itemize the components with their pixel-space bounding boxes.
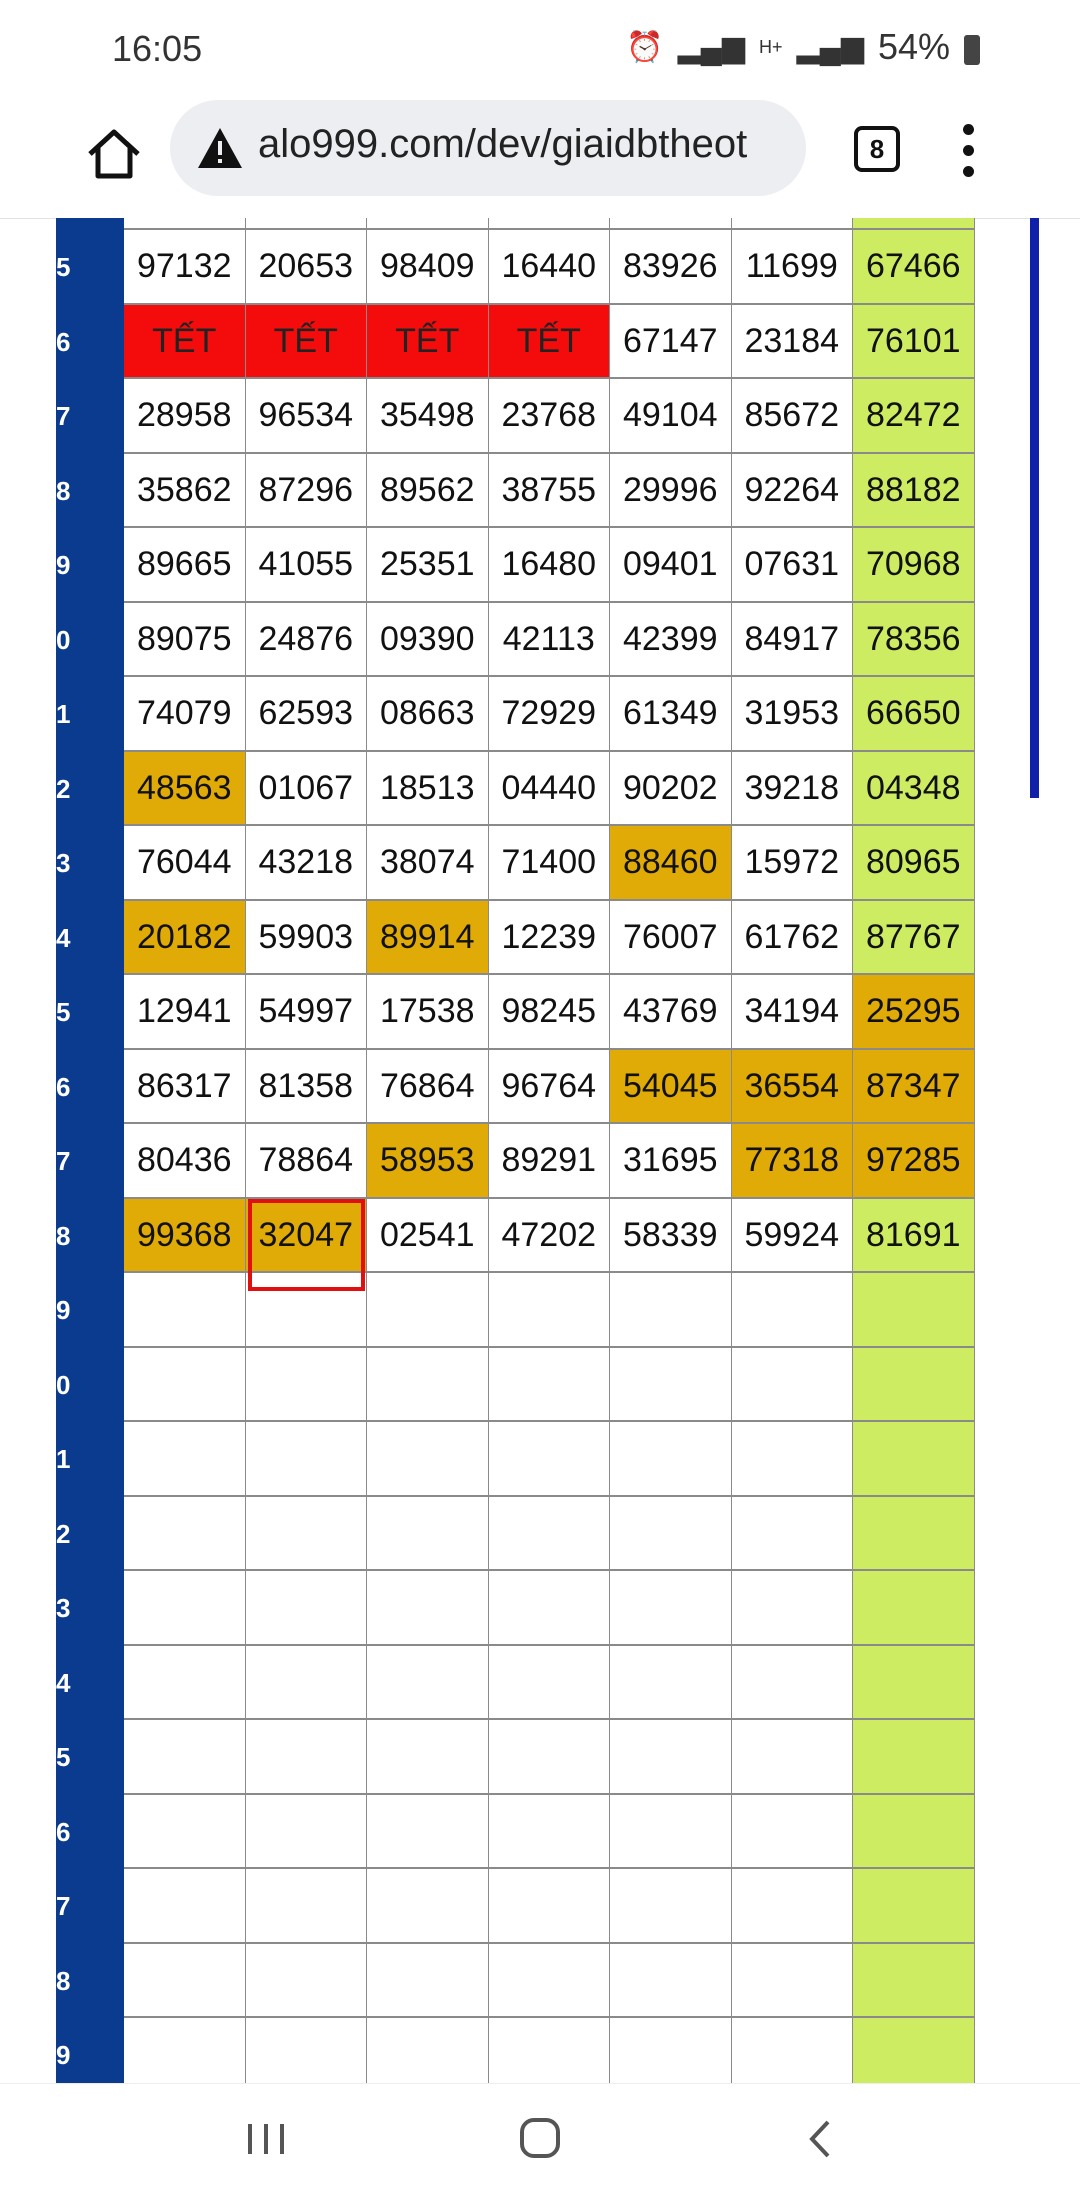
- table-cell[interactable]: 29996: [610, 454, 732, 529]
- table-cell[interactable]: [124, 1944, 246, 2019]
- warning-icon[interactable]: [196, 124, 244, 172]
- table-cell[interactable]: 32047: [246, 1199, 368, 1274]
- battery-icon: [964, 35, 980, 65]
- table-cell[interactable]: 89562: [367, 454, 489, 529]
- row-label: 1: [56, 699, 71, 729]
- table-cell[interactable]: 89665: [124, 528, 246, 603]
- table-cell[interactable]: 20653: [246, 230, 368, 305]
- table-cell[interactable]: 41055: [246, 528, 368, 603]
- table-cell[interactable]: 98245: [489, 975, 611, 1050]
- table-cell[interactable]: 54997: [246, 975, 368, 1050]
- table-cell[interactable]: [610, 1795, 732, 1870]
- table-cell[interactable]: [124, 1869, 246, 1944]
- table-cell[interactable]: 98409: [367, 230, 489, 305]
- table-cell[interactable]: 04440: [489, 752, 611, 827]
- table-cell[interactable]: 08663: [367, 677, 489, 752]
- table-cell[interactable]: [124, 1795, 246, 1870]
- table-cell[interactable]: 89914: [367, 901, 489, 976]
- table-cell[interactable]: [124, 1720, 246, 1795]
- table-cell-partial: [367, 218, 489, 230]
- table-cell[interactable]: [367, 2018, 489, 2083]
- table-cell[interactable]: 84917: [732, 603, 854, 678]
- url-text: alo999.com/dev/giaidbtheot: [258, 122, 748, 166]
- table-cell[interactable]: [124, 1571, 246, 1646]
- table-cell[interactable]: 61762: [732, 901, 854, 976]
- table-cell[interactable]: 48563: [124, 752, 246, 827]
- table-cell[interactable]: [610, 1571, 732, 1646]
- table-cell[interactable]: 90202: [610, 752, 732, 827]
- table-cell[interactable]: 96764: [489, 1050, 611, 1125]
- table-cell[interactable]: [367, 1348, 489, 1423]
- table-cell[interactable]: 62593: [246, 677, 368, 752]
- row-label: 6: [56, 1071, 71, 1102]
- table-cell[interactable]: [853, 1720, 975, 1795]
- row-label: 9: [56, 550, 71, 580]
- row-label: 2: [56, 773, 71, 804]
- table-cell[interactable]: [489, 1869, 611, 1944]
- table-cell[interactable]: 25351: [367, 528, 489, 603]
- table-cell[interactable]: 76864: [367, 1050, 489, 1125]
- table-cell[interactable]: [732, 2018, 854, 2083]
- table-cell[interactable]: 43218: [246, 826, 368, 901]
- table-cell[interactable]: [489, 1273, 611, 1348]
- table-cell[interactable]: 28958: [124, 379, 246, 454]
- table-cell[interactable]: 82472: [853, 379, 975, 454]
- table-cell[interactable]: [124, 1273, 246, 1348]
- table-cell[interactable]: [246, 1720, 368, 1795]
- table-cell[interactable]: [732, 1944, 854, 2019]
- table-cell[interactable]: 36554: [732, 1050, 854, 1125]
- table-cell[interactable]: 01067: [246, 752, 368, 827]
- row-label: 4: [56, 1667, 71, 1698]
- more-menu-icon[interactable]: [960, 124, 976, 184]
- table-cell[interactable]: [732, 1646, 854, 1721]
- table-cell[interactable]: [610, 1422, 732, 1497]
- table-cell[interactable]: [124, 1422, 246, 1497]
- row-label: 0: [56, 1369, 71, 1400]
- table-cell-partial: [489, 218, 611, 230]
- status-time: 16:05: [112, 28, 203, 69]
- table-cell[interactable]: 07631: [732, 528, 854, 603]
- table-cell[interactable]: [489, 2018, 611, 2083]
- table-cell[interactable]: 35498: [367, 379, 489, 454]
- table-cell[interactable]: [489, 1795, 611, 1870]
- tab-switcher-button[interactable]: 8: [854, 126, 900, 172]
- table-cell[interactable]: 34194: [732, 975, 854, 1050]
- table-cell[interactable]: 70968: [853, 528, 975, 603]
- row-label: 0: [56, 624, 71, 655]
- table-cell[interactable]: 09390: [367, 603, 489, 678]
- table-cell[interactable]: 67147: [610, 305, 732, 380]
- row-header-column: [56, 218, 124, 2083]
- table-cell[interactable]: [246, 1273, 368, 1348]
- table-cell[interactable]: [853, 1944, 975, 2019]
- status-icons: [626, 26, 980, 68]
- table-cell[interactable]: 49104: [610, 379, 732, 454]
- row-label: 2: [56, 1518, 71, 1549]
- table-cell[interactable]: 54045: [610, 1050, 732, 1125]
- table-cell[interactable]: 47202: [489, 1199, 611, 1274]
- table-cell[interactable]: 87296: [246, 454, 368, 529]
- table-cell[interactable]: 12941: [124, 975, 246, 1050]
- table-cell[interactable]: [610, 1497, 732, 1572]
- table-cell[interactable]: [732, 1869, 854, 1944]
- table-cell[interactable]: 88182: [853, 454, 975, 529]
- table-cell[interactable]: [246, 1869, 368, 1944]
- row-label: 7: [56, 401, 71, 431]
- table-cell[interactable]: [124, 1497, 246, 1572]
- table-cell[interactable]: [246, 2018, 368, 2083]
- table-cell[interactable]: [489, 1571, 611, 1646]
- table-cell[interactable]: 43769: [610, 975, 732, 1050]
- table-cell[interactable]: 61349: [610, 677, 732, 752]
- table-cell[interactable]: [853, 1646, 975, 1721]
- table-cell[interactable]: [732, 1497, 854, 1572]
- table-cell[interactable]: [489, 1944, 611, 2019]
- table-cell[interactable]: [367, 1795, 489, 1870]
- table-cell[interactable]: 31695: [610, 1124, 732, 1199]
- table-cell[interactable]: [246, 1348, 368, 1423]
- table-cell[interactable]: 76101: [853, 305, 975, 380]
- table-cell[interactable]: [853, 2018, 975, 2083]
- table-cell[interactable]: [246, 1646, 368, 1721]
- table-cell-partial: [246, 218, 368, 230]
- table-cell[interactable]: 92264: [732, 454, 854, 529]
- signal-icon: ▂▄▆: [677, 30, 746, 64]
- table-cell[interactable]: 17538: [367, 975, 489, 1050]
- row-label: 1: [56, 1444, 71, 1474]
- table-cell[interactable]: [124, 1348, 246, 1423]
- table-cell[interactable]: 35862: [124, 454, 246, 529]
- table-cell[interactable]: [367, 1273, 489, 1348]
- table-cell[interactable]: 97132: [124, 230, 246, 305]
- table-cell[interactable]: 02541: [367, 1199, 489, 1274]
- table-cell[interactable]: [853, 1422, 975, 1497]
- table-cell[interactable]: 77318: [732, 1124, 854, 1199]
- battery-percent: 54%: [877, 26, 950, 67]
- home-button-icon[interactable]: [510, 2114, 570, 2164]
- results-table: [56, 218, 1036, 2083]
- table-cell[interactable]: [732, 1273, 854, 1348]
- table-cell[interactable]: [732, 1422, 854, 1497]
- table-cell[interactable]: [367, 1944, 489, 2019]
- table-cell[interactable]: [246, 1795, 368, 1870]
- table-cell-partial: [853, 218, 975, 230]
- alarm-icon: ⏰: [626, 30, 664, 64]
- table-cell[interactable]: 38074: [367, 826, 489, 901]
- scroll-indicator[interactable]: [1030, 218, 1039, 798]
- table-cell[interactable]: 58953: [367, 1124, 489, 1199]
- table-cell[interactable]: TẾT: [124, 305, 246, 380]
- table-cell[interactable]: [853, 1497, 975, 1572]
- table-cell[interactable]: 58339: [610, 1199, 732, 1274]
- table-cell[interactable]: 81691: [853, 1199, 975, 1274]
- table-cell[interactable]: [732, 1720, 854, 1795]
- table-cell[interactable]: TẾT: [489, 305, 611, 380]
- table-cell[interactable]: [367, 1422, 489, 1497]
- table-cell[interactable]: [610, 1944, 732, 2019]
- table-cell[interactable]: 16480: [489, 528, 611, 603]
- row-label: 6: [56, 1816, 71, 1847]
- table-cell[interactable]: [124, 1646, 246, 1721]
- table-cell[interactable]: 89291: [489, 1124, 611, 1199]
- table-cell[interactable]: 89075: [124, 603, 246, 678]
- table-cell[interactable]: [246, 1497, 368, 1572]
- table-cell[interactable]: [246, 1422, 368, 1497]
- table-cell[interactable]: 97285: [853, 1124, 975, 1199]
- table-cell[interactable]: 09401: [610, 528, 732, 603]
- table-cell[interactable]: 11699: [732, 230, 854, 305]
- row-label: 5: [56, 997, 71, 1027]
- signal-icon-2: ▂▄▆: [796, 30, 864, 64]
- table-cell[interactable]: [610, 1720, 732, 1795]
- row-label: 9: [56, 2040, 71, 2070]
- table-cell[interactable]: 96534: [246, 379, 368, 454]
- table-cell[interactable]: 23184: [732, 305, 854, 380]
- table-cell[interactable]: 71400: [489, 826, 611, 901]
- table-cell[interactable]: [610, 1646, 732, 1721]
- table-cell[interactable]: 59924: [732, 1199, 854, 1274]
- table-cell[interactable]: [853, 1869, 975, 1944]
- table-cell[interactable]: 12239: [489, 901, 611, 976]
- table-cell[interactable]: 42399: [610, 603, 732, 678]
- recent-apps-icon[interactable]: [236, 2114, 296, 2164]
- table-cell[interactable]: 39218: [732, 752, 854, 827]
- back-icon[interactable]: [790, 2114, 850, 2164]
- table-cell[interactable]: [367, 1869, 489, 1944]
- table-cell[interactable]: [489, 1646, 611, 1721]
- table-cell[interactable]: 80965: [853, 826, 975, 901]
- table-cell[interactable]: 74079: [124, 677, 246, 752]
- table-cell[interactable]: 23768: [489, 379, 611, 454]
- table-cell[interactable]: [853, 1348, 975, 1423]
- table-cell[interactable]: TẾT: [246, 305, 368, 380]
- table-cell[interactable]: [610, 2018, 732, 2083]
- table-cell[interactable]: 38755: [489, 454, 611, 529]
- row-label: 7: [56, 1146, 71, 1176]
- table-cell[interactable]: [489, 1348, 611, 1423]
- table-cell[interactable]: 76007: [610, 901, 732, 976]
- navigation-bar: [0, 2083, 1080, 2196]
- network-type-label: H+: [759, 36, 783, 57]
- table-cell[interactable]: 78864: [246, 1124, 368, 1199]
- table-cell[interactable]: 87767: [853, 901, 975, 976]
- table-cell[interactable]: 72929: [489, 677, 611, 752]
- status-bar: [0, 0, 1080, 100]
- row-label: 8: [56, 1220, 71, 1251]
- row-label: 5: [56, 252, 71, 282]
- row-label: 4: [56, 922, 71, 953]
- table-cell[interactable]: [124, 2018, 246, 2083]
- url-bar[interactable]: [170, 100, 806, 196]
- home-icon[interactable]: [82, 122, 146, 186]
- table-cell[interactable]: [610, 1273, 732, 1348]
- table-cell[interactable]: 80436: [124, 1124, 246, 1199]
- table-cell[interactable]: [732, 1795, 854, 1870]
- table-cell[interactable]: 15972: [732, 826, 854, 901]
- table-cell[interactable]: [853, 1795, 975, 1870]
- table-cell[interactable]: 67466: [853, 230, 975, 305]
- table-cell[interactable]: [732, 1348, 854, 1423]
- table-cell[interactable]: 16440: [489, 230, 611, 305]
- table-cell[interactable]: 88460: [610, 826, 732, 901]
- table-cell-partial: [124, 218, 246, 230]
- table-cell[interactable]: [732, 1571, 854, 1646]
- table-cell[interactable]: 59903: [246, 901, 368, 976]
- table-cell[interactable]: [853, 1273, 975, 1348]
- table-cell[interactable]: 24876: [246, 603, 368, 678]
- table-cell[interactable]: 99368: [124, 1199, 246, 1274]
- row-label: 9: [56, 1295, 71, 1325]
- row-label: 6: [56, 326, 71, 357]
- table-cell[interactable]: 78356: [853, 603, 975, 678]
- table-cell[interactable]: [489, 1497, 611, 1572]
- table-cell[interactable]: 04348: [853, 752, 975, 827]
- table-cell[interactable]: 31953: [732, 677, 854, 752]
- table-cell[interactable]: 66650: [853, 677, 975, 752]
- table-cell[interactable]: [367, 1497, 489, 1572]
- table-cell[interactable]: [367, 1646, 489, 1721]
- table-cell[interactable]: [489, 1422, 611, 1497]
- table-cell[interactable]: 83926: [610, 230, 732, 305]
- table-cell[interactable]: 20182: [124, 901, 246, 976]
- table-cell[interactable]: 76044: [124, 826, 246, 901]
- table-cell[interactable]: [610, 1869, 732, 1944]
- table-cell[interactable]: [853, 1571, 975, 1646]
- table-cell[interactable]: [367, 1720, 489, 1795]
- row-label: 3: [56, 848, 71, 878]
- table-cell[interactable]: [610, 1348, 732, 1423]
- row-label: 7: [56, 1891, 71, 1921]
- table-cell[interactable]: [367, 1571, 489, 1646]
- table-cell[interactable]: 87347: [853, 1050, 975, 1125]
- table-cell[interactable]: [246, 1571, 368, 1646]
- row-label: 3: [56, 1593, 71, 1623]
- browser-toolbar: [0, 100, 1080, 219]
- row-label: 8: [56, 1965, 71, 1996]
- table-cell[interactable]: 86317: [124, 1050, 246, 1125]
- table-cell[interactable]: 18513: [367, 752, 489, 827]
- row-label: 5: [56, 1742, 71, 1772]
- row-label: 8: [56, 475, 71, 506]
- table-cell-partial: [610, 218, 732, 230]
- table-cell[interactable]: 42113: [489, 603, 611, 678]
- table-cell[interactable]: [489, 1720, 611, 1795]
- table-cell[interactable]: TẾT: [367, 305, 489, 380]
- table-cell[interactable]: [246, 1944, 368, 2019]
- table-cell[interactable]: 25295: [853, 975, 975, 1050]
- table-cell-partial: [732, 218, 854, 230]
- table-cell[interactable]: 85672: [732, 379, 854, 454]
- table-cell[interactable]: 81358: [246, 1050, 368, 1125]
